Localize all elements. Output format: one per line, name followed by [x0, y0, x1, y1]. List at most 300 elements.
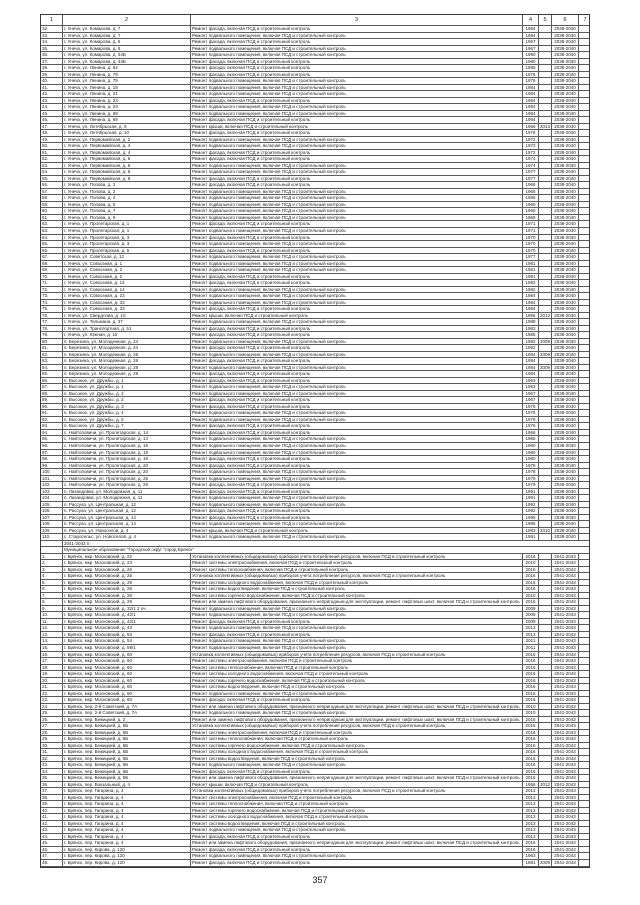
- cell-year-built: 1982: [523, 280, 539, 286]
- cell-number: 52.: [41, 156, 63, 162]
- cell-period: 2038-2040: [552, 319, 579, 325]
- cell-period: 2041-2043: [552, 586, 579, 592]
- cell-work: Ремонт фасада, включая ПСД и строительный контроль: [191, 482, 523, 488]
- cell-period: 2041-2043: [552, 723, 579, 729]
- municipality-title: Муниципальное образование "Городской округ "город Брянск": [64, 547, 194, 553]
- cell-number: 1.: [41, 554, 63, 560]
- cell-number: 67.: [41, 254, 63, 260]
- cell-year-built: 1969: [523, 208, 539, 214]
- cell-year-built: 1984: [523, 352, 539, 358]
- cell-year-repair: [539, 684, 552, 690]
- cell-work: Ремонт фасада, включая ПСД и строительный контроль: [191, 274, 523, 280]
- cell-year-built: 1984: [523, 104, 539, 110]
- cell-year-built: 1971: [523, 228, 539, 234]
- cell-address: с. Найтоповичи, ул. Пролетарская, д. 14: [63, 436, 191, 442]
- cell-year-built: 1984: [523, 26, 539, 32]
- cell-number: 54.: [41, 169, 63, 175]
- cell-year-built: 1969: [523, 215, 539, 221]
- cell-year-repair: [539, 704, 552, 710]
- column-header: 4: [523, 15, 539, 25]
- cell-note: [579, 580, 591, 586]
- cell-year-built: 1976: [523, 130, 539, 136]
- cell-number: 96.: [41, 443, 63, 449]
- cell-note: [579, 782, 591, 788]
- cell-work: Ремонт системы теплоснабжения, включая ПСД и строительный контроль: [191, 665, 523, 671]
- cell-number: 60.: [41, 208, 63, 214]
- cell-note: [579, 534, 591, 540]
- cell-work: Ремонт подвального помещения, включая ПСД и строительный контроль: [191, 469, 523, 475]
- cell-year-repair: [539, 586, 552, 592]
- cell-number: 2.: [41, 560, 63, 566]
- cell-address: г. Унеча, ул. Комарова, д. 7: [63, 26, 191, 32]
- cell-address: г. Брянск, мкр. Московский, д. 60: [63, 652, 191, 658]
- cell-year-built: 2016: [523, 671, 539, 677]
- cell-work: Ремонт подвального помещения, включая ПСД и строительный контроль: [191, 450, 523, 456]
- cell-note: [579, 691, 591, 697]
- cell-period: 2041-2043: [552, 567, 579, 573]
- cell-work: Ремонт системы водоотведения, включая ПСД и строительный контроль: [191, 821, 523, 827]
- cell-period: 2038-2040: [552, 274, 579, 280]
- cell-period: 2041-2043: [552, 801, 579, 807]
- cell-work: Ремонт фасада, включая ПСД и строительный контроль: [191, 59, 523, 65]
- cell-address: г. Брянск, пер. Кирова, д. 120: [63, 853, 191, 859]
- cell-address: п. Высокое, ул. Дружбы, д. 1: [63, 378, 191, 384]
- cell-number: 37.: [41, 788, 63, 794]
- cell-period: 2038-2040: [552, 410, 579, 416]
- cell-address: г. Брянск, пер. Гагарина, д. 4: [63, 827, 191, 833]
- cell-number: 22.: [41, 691, 63, 697]
- cell-work: Ремонт фасада, включая ПСД и строительный контроль: [191, 397, 523, 403]
- cell-work: Ремонт подвального помещения, включая ПСД и строительный контроль: [191, 261, 523, 267]
- cell-address: г. Унеча, ул. Ленина, д. 23: [63, 104, 191, 110]
- cell-work: Ремонт крыши, включая ПСД и строительный контроль: [191, 782, 523, 788]
- cell-work: Ремонт подвального помещения, включая ПСД и строительный контроль: [191, 300, 523, 306]
- cell-note: [579, 274, 591, 280]
- cell-address: г. Брянск, пер. Гагарина, д. 4: [63, 795, 191, 801]
- cell-period: 2041-2043: [552, 840, 579, 846]
- cell-year-built: 1990: [523, 59, 539, 65]
- cell-year-built: 2013: [523, 788, 539, 794]
- cell-note: [579, 710, 591, 716]
- cell-year-built: 1980: [523, 456, 539, 462]
- cell-work: Ремонт системы электроснабжения, включая ПСД и строительный контроль: [191, 658, 523, 664]
- cell-note: [579, 697, 591, 703]
- cell-year-built: 1979: [523, 476, 539, 482]
- cell-note: [579, 463, 591, 469]
- cell-address: г. Унеча, ул. Ленина, д. 64: [63, 65, 191, 71]
- cell-year-built: 1982: [523, 287, 539, 293]
- cell-period: 2038-2040: [552, 476, 579, 482]
- cell-number: 7.: [41, 593, 63, 599]
- cell-note: [579, 345, 591, 351]
- cell-address: г. Брянск, пер. Бежицкий, д. 5Б: [63, 736, 191, 742]
- cell-work: Ремонт или замена лифтового оборудования, признанного непригодным для эксплуатации, ремонт лифтовых шахт, включая ПСД и строительный контроль: [191, 704, 523, 710]
- cell-number: 106.: [41, 508, 63, 514]
- cell-note: [579, 645, 591, 651]
- cell-work: Ремонт подвального помещения, включая ПСД и строительный контроль: [191, 228, 523, 234]
- cell-number: 31.: [41, 749, 63, 755]
- cell-address: п. Высокое, ул. Дружбы, д. 7: [63, 423, 191, 429]
- cell-year-repair: 2009: [539, 364, 550, 370]
- cell-work: Ремонт системы теплоснабжения, включая ПСД и строительный контроль: [191, 801, 523, 807]
- cell-address: г. Унеча, ул. Совхозная, д. 1: [63, 261, 191, 267]
- cell-period: 2041-2043: [552, 756, 579, 762]
- cell-year-built: 1970: [523, 248, 539, 254]
- period-label: 2041-2043 гг.: [64, 540, 91, 546]
- cell-year-repair: [539, 156, 552, 162]
- cell-year-repair: [539, 801, 552, 807]
- cell-year-built: 2016: [523, 665, 539, 671]
- cell-year-built: 2013: [523, 834, 539, 840]
- cell-note: [579, 208, 591, 214]
- cell-year-built: 2016: [523, 567, 539, 573]
- cell-work: Ремонт подвального помещения, включая ПСД и строительный контроль: [191, 202, 523, 208]
- cell-year-repair: [539, 130, 552, 136]
- cell-work: Ремонт подвального помещения, включая ПСД и строительный контроль: [191, 443, 523, 449]
- cell-number: 13.: [41, 632, 63, 638]
- cell-number: 42.: [41, 91, 63, 97]
- cell-year-repair: [539, 85, 552, 91]
- cell-year-built: 1984: [523, 300, 539, 306]
- cell-year-built: 1984: [523, 365, 539, 371]
- cell-year-repair: [539, 397, 552, 403]
- cell-year-built: 1967: [523, 46, 539, 52]
- cell-note: [579, 801, 591, 807]
- cell-year-built: 1976: [523, 423, 539, 429]
- cell-year-repair: [539, 736, 552, 742]
- cell-number: 33.: [41, 762, 63, 768]
- cell-period: 2038-2040: [552, 417, 579, 423]
- cell-work: Ремонт фасада, включая ПСД и строительный контроль: [191, 235, 523, 241]
- cell-work: Ремонт системы водоотведения, включая ПСД и строительный контроль: [191, 586, 523, 592]
- cell-number: 61.: [41, 215, 63, 221]
- cell-address: г. Унеча, ул. Попова, д. 7: [63, 208, 191, 214]
- cell-period: 2038-2040: [552, 306, 579, 312]
- cell-note: [579, 482, 591, 488]
- cell-year-built: 1981: [523, 267, 539, 273]
- cell-year-built: 2016: [523, 840, 539, 846]
- cell-year-built: 1991: [523, 489, 539, 495]
- cell-number: 78.: [41, 326, 63, 332]
- cell-work: Ремонт подвального помещения, включая ПСД и строительный контроль: [191, 91, 523, 97]
- cell-year-repair: [539, 248, 552, 254]
- cell-address: с. Найтоповичи, ул. Пролетарская, д. 26: [63, 476, 191, 482]
- cell-period: 2038-2040: [552, 358, 579, 364]
- cell-year-built: 1969: [523, 202, 539, 208]
- cell-number: 103.: [41, 489, 63, 495]
- cell-address: г. Брянск, пер. Бежицкий, д. 5Б: [63, 749, 191, 755]
- cell-note: [579, 228, 591, 234]
- cell-note: [579, 59, 591, 65]
- cell-note: [579, 352, 591, 358]
- cell-address: г. Унеча, ул. Пролетарская, д. 1: [63, 228, 191, 234]
- cell-note: [579, 124, 591, 130]
- cell-work: Ремонт подвального помещения, включая ПСД и строительный контроль: [191, 521, 523, 527]
- table-row: [41, 860, 589, 867]
- cell-number: 109.: [41, 528, 63, 534]
- cell-number: 21.: [41, 684, 63, 690]
- cell-year-built: 1979: [523, 482, 539, 488]
- cell-note: [579, 795, 591, 801]
- cell-period: 2038-2040: [552, 482, 579, 488]
- cell-address: г. Брянск, пер. Бежицкий, д. 2: [63, 717, 191, 723]
- cell-year-built: 1985: [523, 65, 539, 71]
- cell-year-repair: [539, 599, 552, 605]
- cell-year-repair: [539, 710, 552, 716]
- cell-period: 2038-2040: [552, 215, 579, 221]
- cell-address: г. Брянск, пер. Бежицкий, д. 5Б: [63, 756, 191, 762]
- cell-work: Ремонт подвального помещения, включая ПСД и строительный контроль: [191, 853, 523, 859]
- cell-year-repair: [539, 358, 552, 364]
- cell-year-built: 2009: [523, 619, 539, 625]
- cell-year-repair: [539, 345, 552, 351]
- cell-year-repair: [539, 98, 552, 104]
- cell-year-repair: [539, 52, 552, 58]
- cell-year-repair: [539, 756, 552, 762]
- cell-period: 2038-2040: [552, 384, 579, 390]
- cell-period: 2041-2043: [552, 821, 579, 827]
- cell-address: п. Высокое, ул. Дружбы, д. 2: [63, 397, 191, 403]
- cell-note: [579, 678, 591, 684]
- cell-address: г. Брянск, мкр. Московский, д. 28: [63, 586, 191, 592]
- cell-year-repair: [539, 573, 552, 579]
- cell-work: Ремонт системы горячего водоснабжения, включая ПСД и строительный контроль: [191, 678, 523, 684]
- cell-period: 2041-2043: [552, 788, 579, 794]
- cell-year-repair: 2009: [539, 338, 550, 344]
- cell-period: 2041-2043: [552, 730, 579, 736]
- cell-year-repair: [539, 33, 552, 39]
- cell-note: [579, 769, 591, 775]
- cell-work: Ремонт системы водоотведения, включая ПСД и строительный контроль: [191, 756, 523, 762]
- cell-note: [579, 241, 591, 247]
- cell-number: 69.: [41, 267, 63, 273]
- cell-note: [579, 365, 591, 371]
- cell-note: [579, 300, 591, 306]
- cell-note: [579, 762, 591, 768]
- cell-period: 2041-2043: [552, 808, 579, 814]
- cell-year-repair: [539, 202, 552, 208]
- cell-note: [579, 443, 591, 449]
- cell-number: 39.: [41, 72, 63, 78]
- cell-work: Ремонт фасада, включая ПСД и строительный контроль: [191, 221, 523, 227]
- cell-year-repair: [539, 443, 552, 449]
- cell-number: 95.: [41, 436, 63, 442]
- cell-year-built: 1981: [523, 274, 539, 280]
- cell-year-built: 2013: [523, 795, 539, 801]
- cell-year-repair: [539, 691, 552, 697]
- cell-address: г. Унеча, ул. Комарова, д. 34Б: [63, 59, 191, 65]
- cell-address: г. Брянск, пер. Бежицкий, д. 5Б: [63, 743, 191, 749]
- cell-note: [579, 554, 591, 560]
- cell-year-built: 1967: [523, 391, 539, 397]
- cell-address: с. Старосельс, ул. Новоселов, д. 4: [63, 534, 191, 540]
- cell-number: 89.: [41, 397, 63, 403]
- cell-number: 51.: [41, 150, 63, 156]
- cell-note: [579, 117, 591, 123]
- cell-period: 2038-2040: [552, 534, 579, 540]
- table-header-row: [41, 15, 589, 26]
- cell-year-repair: [539, 46, 552, 52]
- cell-number: 40.: [41, 808, 63, 814]
- cell-work: Ремонт фасада, включая ПСД и строительный контроль: [191, 860, 523, 866]
- cell-work: Ремонт фасада, включая ПСД и строительный контроль: [191, 508, 523, 514]
- cell-year-built: 2009: [523, 612, 539, 618]
- cell-period: 2038-2040: [552, 248, 579, 254]
- cell-period: 2041-2043: [552, 860, 579, 866]
- cell-year-built: 2009: [523, 606, 539, 612]
- cell-year-repair: [539, 489, 552, 495]
- cell-address: г. Унеча, ул. Ленина, д. 69: [63, 117, 191, 123]
- cell-year-built: 1984: [523, 358, 539, 364]
- cell-work: Ремонт крыши, включая ПСД и строительный контроль: [191, 124, 523, 130]
- cell-period: 2038-2040: [552, 59, 579, 65]
- cell-year-built: 1972: [523, 150, 539, 156]
- repair-schedule-table: [40, 14, 590, 868]
- cell-note: [579, 860, 591, 866]
- cell-number: 73.: [41, 293, 63, 299]
- cell-note: [579, 658, 591, 664]
- cell-work: Установка коллективных (общедомовых) приборов учета потребления ресурсов, включая ПСД и строительный контроль: [191, 788, 523, 794]
- cell-year-repair: [539, 482, 552, 488]
- cell-note: [579, 632, 591, 638]
- cell-period: 2038-2040: [552, 515, 579, 521]
- cell-year-built: 2016: [523, 775, 539, 781]
- cell-period: 2041-2043: [552, 795, 579, 801]
- cell-period: 2041-2043: [552, 814, 579, 820]
- cell-address: г. Брянск, пер. Гагарина, д. 4: [63, 808, 191, 814]
- cell-address: г. Унеча, ул. Совхозная, д. 23: [63, 293, 191, 299]
- cell-year-built: 1975: [523, 410, 539, 416]
- cell-period: 2038-2040: [552, 78, 579, 84]
- cell-period: 2041-2043: [552, 717, 579, 723]
- cell-number: 23.: [41, 697, 63, 703]
- cell-note: [579, 410, 591, 416]
- cell-number: 17.: [41, 658, 63, 664]
- cell-year-repair: [539, 319, 552, 325]
- cell-work: Ремонт или замена лифтового оборудования, признанного непригодным для эксплуатации, ремонт лифтовых шахт, включая ПСД и строительный контроль: [191, 599, 523, 605]
- cell-period: 2038-2040: [552, 521, 579, 527]
- cell-note: [579, 397, 591, 403]
- cell-period: 2041-2043: [552, 749, 579, 755]
- cell-address: г. Брянск, мкр. Московский, д. 60: [63, 658, 191, 664]
- cell-address: г. Брянск, мкр. Московский, д. 54: [63, 638, 191, 644]
- cell-year-built: 2016: [523, 652, 539, 658]
- cell-work: Ремонт крыши, включая ПСД и строительный контроль: [191, 313, 523, 319]
- cell-number: 32.: [41, 26, 63, 32]
- cell-year-built: 1982: [523, 345, 539, 351]
- cell-note: [579, 248, 591, 254]
- cell-address: г. Унеча, ул. Свердлова, д. 10: [63, 313, 191, 319]
- cell-year-repair: [539, 638, 552, 644]
- cell-work: Ремонт подвального помещения, включая ПСД и строительный контроль: [191, 410, 523, 416]
- cell-work: Ремонт фасада, включая ПСД и строительный контроль: [191, 697, 523, 703]
- cell-number: 43.: [41, 98, 63, 104]
- cell-note: [579, 827, 591, 833]
- cell-year-built: 1981: [523, 261, 539, 267]
- cell-year-repair: [539, 261, 552, 267]
- cell-number: 20.: [41, 678, 63, 684]
- cell-note: [579, 26, 591, 32]
- cell-period: 2041-2043: [552, 645, 579, 651]
- cell-number: 104.: [41, 495, 63, 501]
- cell-number: 42.: [41, 821, 63, 827]
- cell-year-repair: [539, 235, 552, 241]
- cell-period: 2041-2043: [552, 560, 579, 566]
- cell-address: г. Унеча, ул. Октябрьская, д. 9: [63, 124, 191, 130]
- cell-address: п. Высокое, ул. Дружбы, д. 3: [63, 404, 191, 410]
- cell-note: [579, 593, 591, 599]
- cell-year-built: 1984: [523, 85, 539, 91]
- cell-note: [579, 195, 591, 201]
- cell-address: г. Унеча, ул. Попова, д. 2: [63, 189, 191, 195]
- cell-year-built: 1985: [523, 332, 539, 338]
- cell-year-built: 1967: [523, 39, 539, 45]
- cell-period: 2041-2043: [552, 853, 579, 859]
- cell-address: г. Унеча, ул. Тельмана, д. 37: [63, 319, 191, 325]
- cell-number: 28.: [41, 730, 63, 736]
- cell-number: 6.: [41, 586, 63, 592]
- cell-period: 2041-2043: [552, 782, 579, 788]
- cell-number: 75.: [41, 306, 63, 312]
- cell-number: 100.: [41, 469, 63, 475]
- cell-year-built: 1966: [523, 182, 539, 188]
- cell-year-built: 1966: [523, 189, 539, 195]
- cell-note: [579, 267, 591, 273]
- cell-period: 2038-2040: [552, 195, 579, 201]
- cell-period: 2038-2040: [552, 404, 579, 410]
- cell-note: [579, 293, 591, 299]
- cell-work: Ремонт подвального помещения, включая ПСД и строительный контроль: [191, 215, 523, 221]
- cell-work: Ремонт подвального помещения, включая ПСД и строительный контроль: [191, 691, 523, 697]
- cell-number: 33.: [41, 33, 63, 39]
- cell-work: Ремонт фасада, включая ПСД и строительный контроль: [191, 280, 523, 286]
- cell-year-repair: [539, 606, 552, 612]
- cell-number: 66.: [41, 248, 63, 254]
- cell-note: [579, 606, 591, 612]
- cell-note: [579, 287, 591, 293]
- cell-number: 15.: [41, 645, 63, 651]
- cell-year-repair: [539, 254, 552, 260]
- cell-number: 41.: [41, 814, 63, 820]
- cell-year-built: 2016: [523, 762, 539, 768]
- cell-year-repair: [539, 645, 552, 651]
- cell-number: 48.: [41, 130, 63, 136]
- cell-note: [579, 169, 591, 175]
- cell-year-repair: [539, 104, 552, 110]
- cell-work: Ремонт подвального помещения, включая ПСД и строительный контроль: [191, 33, 523, 39]
- cell-number: 102.: [41, 482, 63, 488]
- cell-year-built: 1970: [523, 241, 539, 247]
- cell-year-built: 1966: [523, 195, 539, 201]
- cell-period: 2038-2040: [552, 143, 579, 149]
- cell-year-built: 1976: [523, 72, 539, 78]
- cell-note: [579, 456, 591, 462]
- cell-work: Установка коллективных (общедомовых) приборов учета потребления ресурсов, включая ПСД и строительный контроль: [191, 573, 523, 579]
- cell-note: [579, 756, 591, 762]
- cell-work: Ремонт системы горячего водоснабжения, включая ПСД и строительный контроль: [191, 808, 523, 814]
- cell-address: г. Брянск, пер. 2-й Советский, д. 7А: [63, 710, 191, 716]
- cell-address: г. Унеча, ул. Ленина, д. 21: [63, 91, 191, 97]
- cell-year-repair: [539, 274, 552, 280]
- cell-year-built: 1963: [523, 853, 539, 859]
- cell-work: Ремонт фасада, включая ПСД и строительный контроль: [191, 130, 523, 136]
- cell-year-built: 2013: [523, 625, 539, 631]
- cell-year-repair: 2013: [539, 123, 550, 129]
- cell-work: Ремонт фасада, включая ПСД и строительный контроль: [191, 26, 523, 32]
- cell-work: Установка коллективных (общедомовых) приборов учета потребления ресурсов, включая ПСД и строительный контроль: [191, 554, 523, 560]
- cell-note: [579, 684, 591, 690]
- cell-number: 14.: [41, 638, 63, 644]
